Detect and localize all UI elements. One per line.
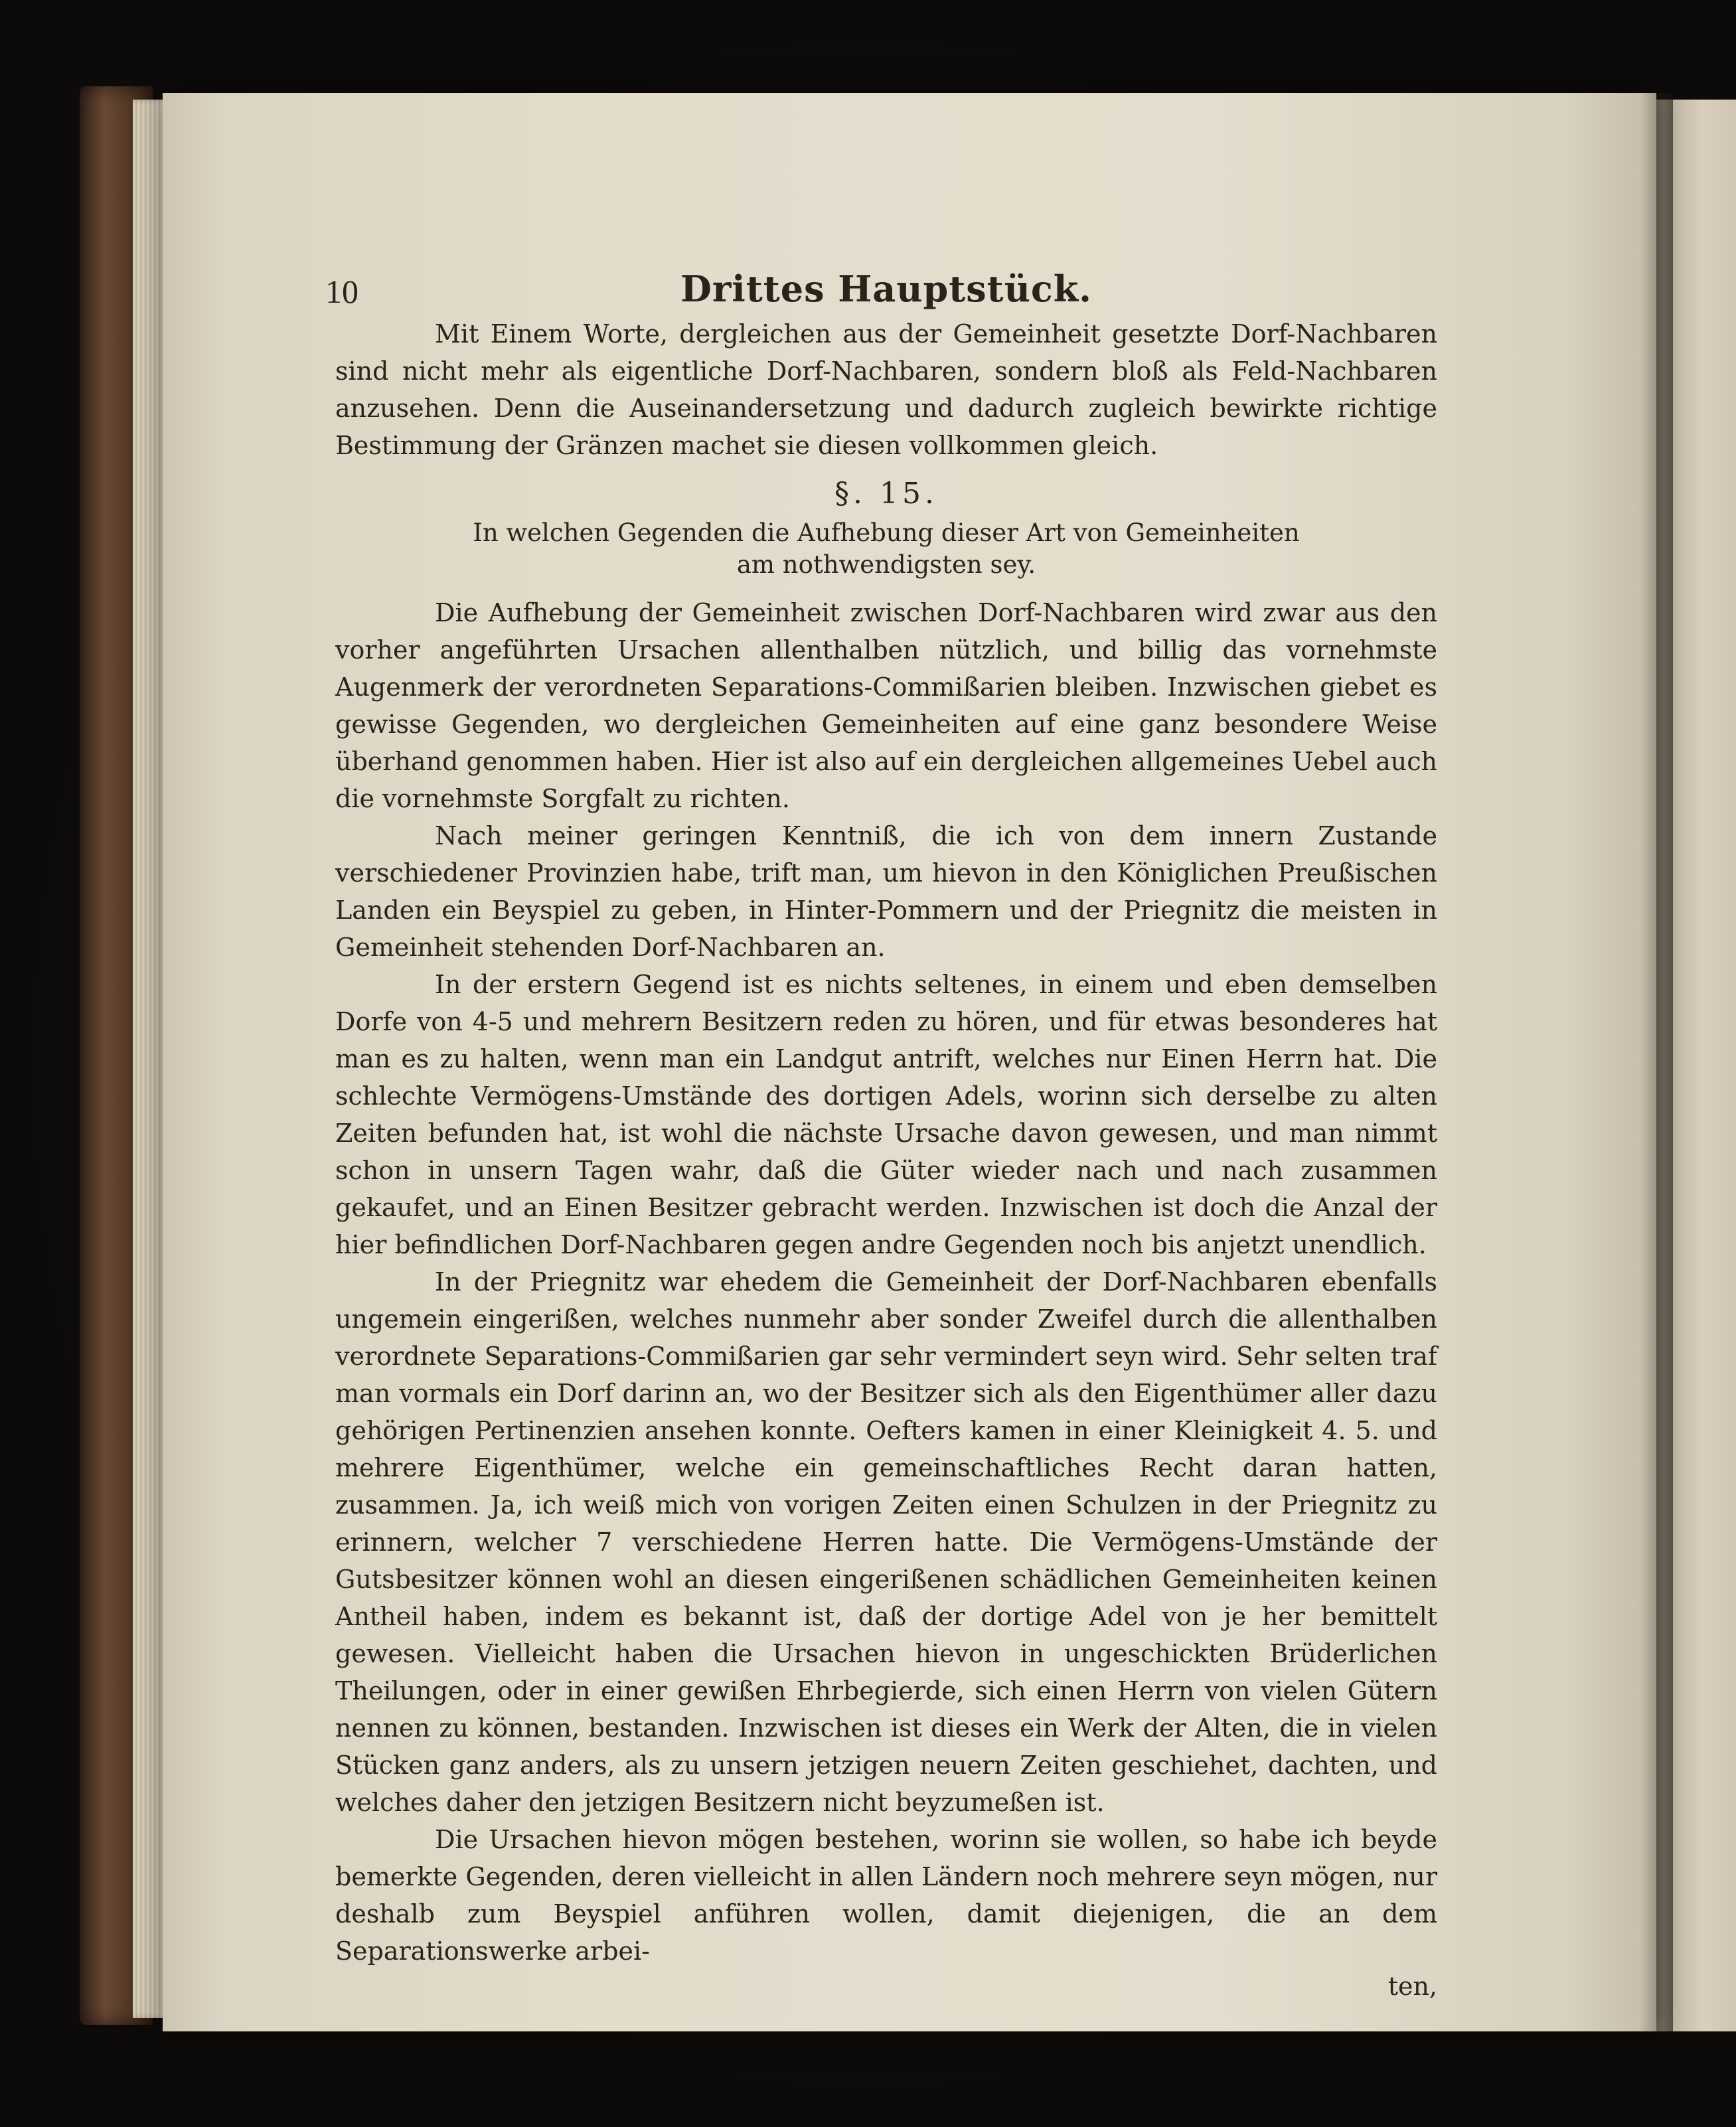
- section-title: [335, 517, 1437, 581]
- section-title-line-2: am nothwendigsten sey.: [736, 550, 1036, 579]
- section-number: §. 15.: [834, 477, 938, 511]
- paragraph-2: Nach meiner geringen Kenntniß, die ich von dem innern Zustande verschiedener Provinzien habe, trift man, um hievon in den Königlichen Preußischen Landen ein Beyspiel zu geben, in Hinter-Pommern und der Priegnitz die meisten in Gemeinheit stehenden Dorf-Nachbaren an.: [335, 821, 1437, 962]
- gutter-shadow: [1640, 93, 1673, 2031]
- page-header: [325, 256, 1437, 315]
- paragraph-intro: Mit Einem Worte, dergleichen aus der Gemeinheit gesetzte Dorf-Nachbaren sind nicht mehr als eigentliche Dorf-Nachbaren, sondern bloß als Feld-Nachbaren anzusehen. Denn die Auseinandersetzung und dadurch zugleich bewirkte richtige Bestimmung der Gränzen machet sie diesen vollkommen gleich.: [335, 319, 1437, 460]
- section-title-line-1: In welchen Gegenden die Aufhebung dieser Art von Gemeinheiten: [473, 518, 1300, 547]
- paragraph-5: Die Ursachen hievon mögen bestehen, worinn sie wollen, so habe ich beyde bemerkte Gegenden, deren vielleicht in allen Ländern noch mehrere seyn mögen, nur deshalb zum Beyspiel anführen wollen, damit diejenigen, die an dem Separationswerke arbei-: [335, 1825, 1437, 1966]
- running-head: Drittes Hauptstück.: [680, 268, 1092, 310]
- page-number: 10: [325, 273, 358, 310]
- catchword: ten,: [1387, 1972, 1437, 2001]
- paragraph-1: Die Aufhebung der Gemeinheit zwischen Dorf-Nachbaren wird zwar aus den vorher angeführten Ursachen allenthalben nützlich, und billig das vornehmste Augenmerk der verordneten Separations-Commißarien bleiben. Inzwischen giebet es gewisse Gegenden, wo dergleichen Gemeinheiten auf eine ganz besondere Weise überhand genommen haben. Hier ist also auf ein dergleichen allgemeines Uebel auch die vornehmste Sorgfalt zu richten.: [335, 598, 1437, 813]
- paragraph-3: In der erstern Gegend ist es nichts seltenes, in einem und eben demselben Dorfe von 4-5 und mehrern Besitzern reden zu hören, und für etwas besonderes hat man es zu halten, wenn man ein Landgut antrift, welches nur Einen Herrn hat. Die schlechte Vermögens-Umstände des dortigen Adels, worinn sich derselbe zu alten Zeiten befunden hat, ist wohl die nächste Ursache davon gewesen, und man nimmt schon in unsern Tagen wahr, daß die Güter wieder nach und nach zusammen gekaufet, und an Einen Besitzer gebracht werden. Inzwischen ist doch die Anzal der hier befindlichen Dorf-Nachbaren gegen andre Gegenden noch bis anjetzt unendlich.: [335, 970, 1437, 1259]
- paragraph-4: In der Priegnitz war ehedem die Gemeinheit der Dorf-Nachbaren ebenfalls ungemein eingerißen, welches nunmehr aber sonder Zweifel durch die allenthalben verordnete Separations-Commißarien gar sehr vermindert seyn wird. Sehr selten traf man vormals ein Dorf darinn an, wo der Besitzer sich als den Eigenthümer aller dazu gehörigen Pertinenzien ansehen konnte. Oefters kamen in einer Kleinigkeit 4. 5. und mehrere Eigenthümer, welche ein gemeinschaftliches Recht daran hatten, zusammen. Ja, ich weiß mich von vorigen Zeiten einen Schulzen in der Priegnitz zu erinnern, welcher 7 verschiedene Herren hatte. Die Vermögens-Umstände der Gutsbesitzer können wohl an diesen eingerißenen schädlichen Gemeinheiten keinen Antheil haben, indem es bekannt ist, daß der dortige Adel von je her bemittelt gewesen. Vielleicht haben die Ursachen hievon in ungeschickten Brüderlichen Theilungen, oder in einer gewißen Ehrbegierde, sich einen Herrn von vielen Gütern nennen zu können, bestanden. Inzwischen ist dieses ein Werk der Alten, die in vielen Stücken ganz anders, als zu unsern jetzigen neuern Zeiten geschiehet, dachten, und welches daher den jetzigen Besitzern nicht beyzumeßen ist.: [335, 1267, 1437, 1817]
- page-text-block: [325, 256, 1437, 2003]
